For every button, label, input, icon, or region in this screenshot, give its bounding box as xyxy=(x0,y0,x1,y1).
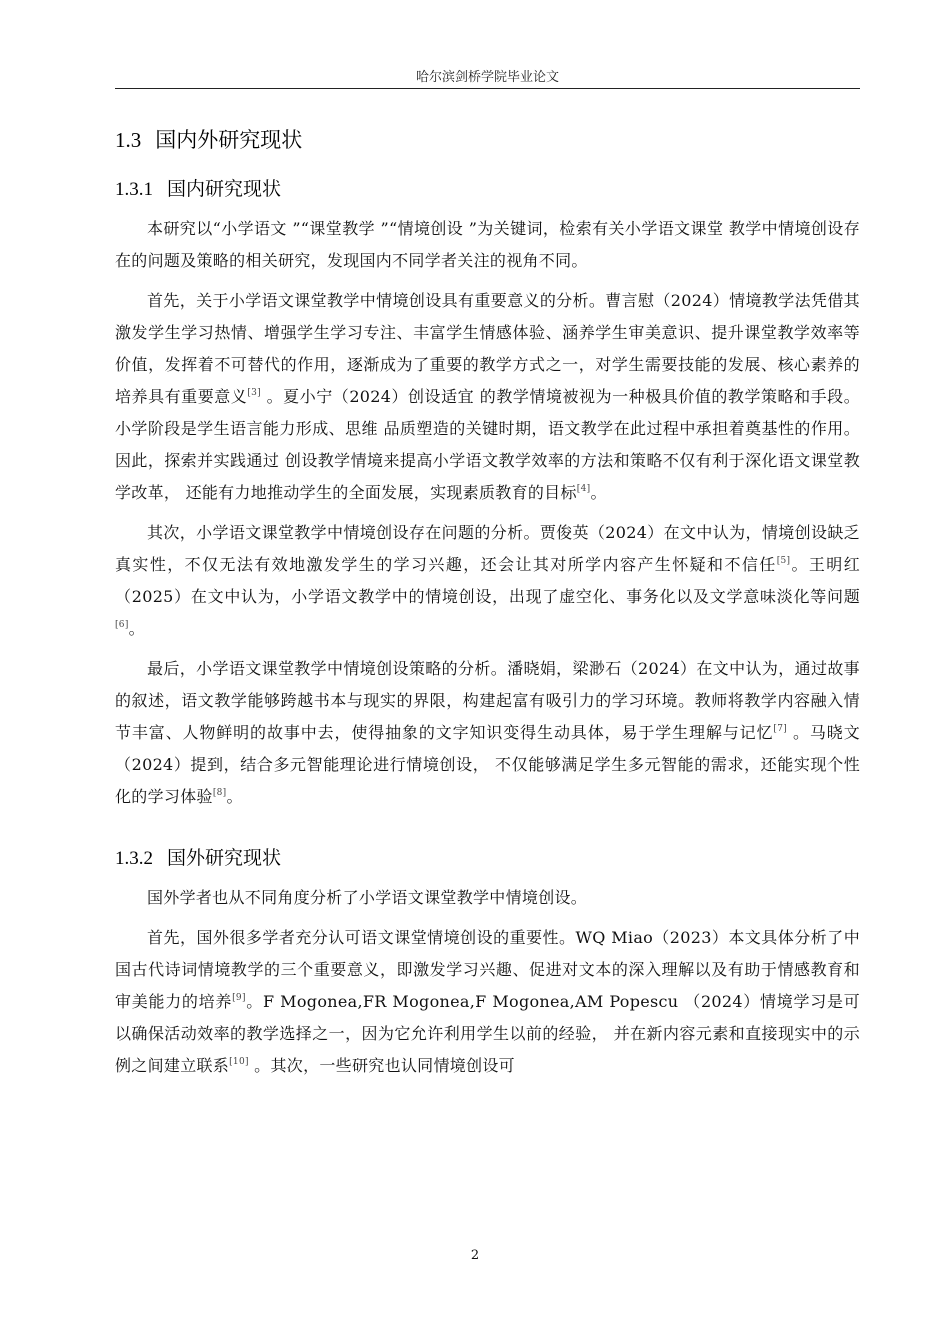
header-rule xyxy=(115,88,860,89)
text-run: 。F Mogonea,FR Mogonea,F Mogonea,AM Popescu （2024）情境学习是可以确保活动效率的教学选择之一，因为它允许利用学生以前的经验， 并在新内容元素和直接现实中的示例之间建立联系 xyxy=(115,992,860,1075)
paragraph-problems xyxy=(115,517,860,645)
text-run: 。马晓文（2024）提到，结合多元智能理论进行情境创设， 不仅能够满足学生多元智能的需求，还能实现个性化的学习体验 xyxy=(115,723,860,806)
citation-ref: [5] xyxy=(776,556,791,566)
citation-ref: [8] xyxy=(212,788,227,798)
section-number: 1.3 xyxy=(115,128,142,152)
text-run: 。夏小宁（2024）创设适宜 的教学情境被视为一种极具价值的教学策略和手段。小学阶段是学生语言能力形成、思维 品质塑造的关键时期，语文教学在此过程中承担着奠基性的作用。因此，探索并实践通过 创设教学情境来提高小学语文教学效率的方法和策略不仅有利于深化语文课堂教学改革， 还能有力地推动学生的全面发展，实现素质教育的目标 xyxy=(115,387,860,502)
text-run: 。 xyxy=(590,483,607,502)
subsection-number: 1.3.2 xyxy=(115,848,153,869)
paragraph-intro: 本研究以“小学语文 ”“课堂教学 ”“情境创设 ”为关键词，检索有关小学语文课堂 教学中情境创设存在的问题及策略的相关研究，发现国内不同学者关注的视角不同。 xyxy=(115,219,860,270)
citation-ref: [6] xyxy=(115,620,129,630)
text-run: 。 xyxy=(128,619,145,638)
text-run: 。王明红（2025）在文中认为，小学语文教学中的情境创设，出现了虚空化、事务化以及文学意味淡化等问题 xyxy=(115,555,860,606)
page-header: 哈尔滨剑桥学院毕业论文 xyxy=(415,70,559,85)
subsection-heading-foreign xyxy=(115,841,860,876)
text-run: 。其次，一些研究也认同情境创设可 xyxy=(248,1056,515,1075)
paragraph-foreign-intro: 国外学者也从不同角度分析了小学语文课堂教学中情境创设。 xyxy=(147,888,588,907)
citation-ref: [10] xyxy=(229,1057,249,1067)
text-run: 首先，关于小学语文课堂教学中情境创设具有重要意义的分析。曹言慰（2024）情境教学法凭借其激发学生学习热情、增强学生学习专注、丰富学生情感体验、涵养学生审美意识、提升课堂教学效率等价值，发挥着不可替代的作用，逐渐成为了重要的教学方式之一，对学生需要技能的发展、核心素养的培养具有重要意义 xyxy=(115,291,860,406)
section-heading xyxy=(115,122,860,158)
citation-ref: [4] xyxy=(576,484,591,494)
paragraph-strategies xyxy=(115,653,860,813)
subsection-number: 1.3.1 xyxy=(115,179,153,200)
text-run: 首先，国外很多学者充分认可语文课堂情境创设的重要性。WQ Miao（2023）本文具体分析了中国古代诗词情境教学的三个重要意义，即激发学习兴趣、促进对文本的深入理解以及有助于情感教育和审美能力的培养 xyxy=(115,928,860,1011)
citation-ref: [3] xyxy=(247,388,261,398)
paragraph-significance xyxy=(115,285,860,509)
subsection-heading-domestic xyxy=(115,172,860,207)
page-body xyxy=(115,122,860,1082)
text-run: 。 xyxy=(226,787,243,806)
paragraph-foreign-importance xyxy=(115,922,860,1082)
subsection-title: 国外研究现状 xyxy=(167,847,282,869)
page-number: 2 xyxy=(470,1248,480,1263)
text-run: 其次，小学语文课堂教学中情境创设存在问题的分析。贾俊英（2024）在文中认为，情境创设缺乏真实性，不仅无法有效地激发学生的学习兴趣，还会让其对所学内容产生怀疑和不信任 xyxy=(115,523,860,574)
section-title: 国内外研究现状 xyxy=(155,128,303,152)
citation-ref: [7] xyxy=(773,724,788,734)
text-run: 最后，小学语文课堂教学中情境创设策略的分析。潘晓娟，梁渺石（2024）在文中认为，通过故事的叙述，语文教学能够跨越书本与现实的界限，构建起富有吸引力的学习环境。教师将教学内容融入情节丰富、人物鲜明的故事中去，使得抽象的文字知识变得生动具体，易于学生理解与记忆 xyxy=(115,659,860,742)
subsection-title: 国内研究现状 xyxy=(167,178,282,200)
citation-ref: [9] xyxy=(232,993,246,1003)
